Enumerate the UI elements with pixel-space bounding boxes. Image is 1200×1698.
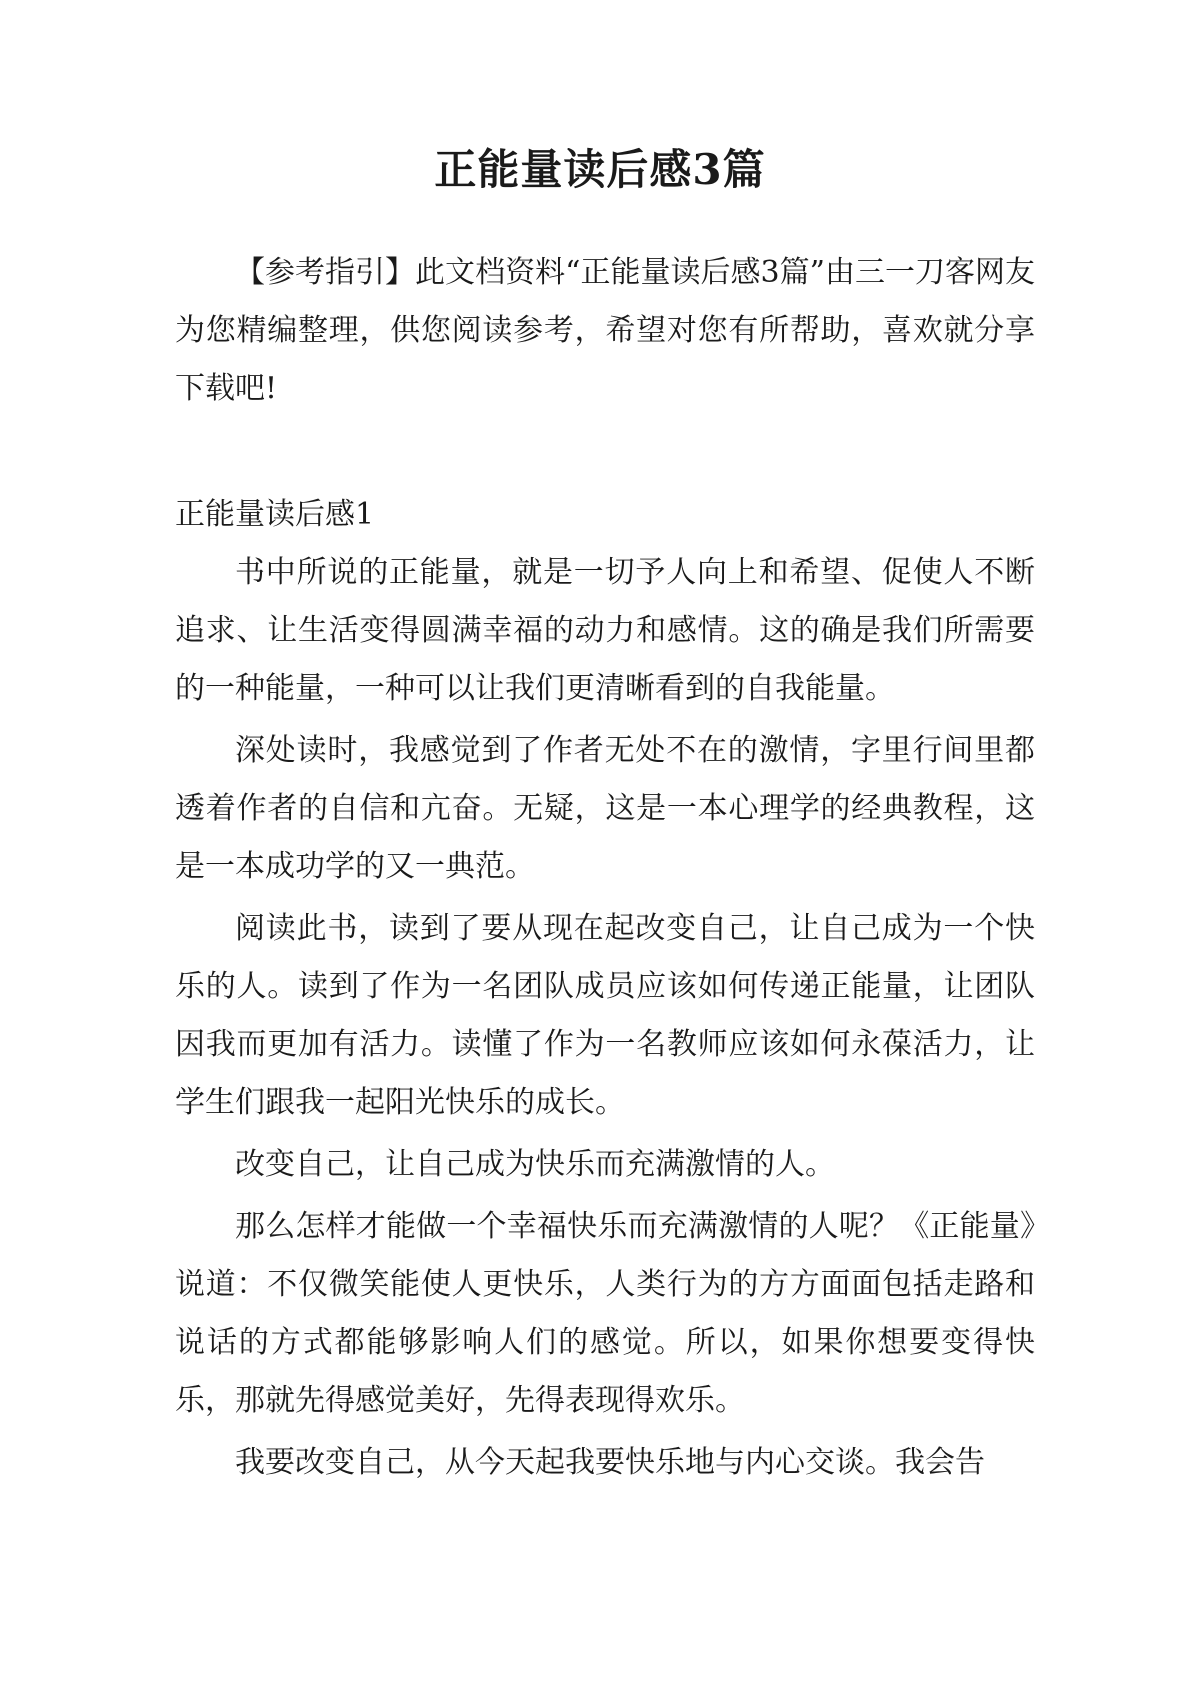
reference-note: 【参考指引】此文档资料“正能量读后感3篇”由三一刀客网友为您精编整理，供您阅读参考，希望对您有所帮助，喜欢就分享下载吧!: [175, 255, 1035, 406]
document-body: [175, 244, 1035, 1496]
paragraph: 改变自己，让自己成为快乐而充满激情的人。: [235, 1147, 835, 1182]
paragraph: 深处读时，我感觉到了作者无处不在的激情，字里行间里都透着作者的自信和亢奋。无疑，这是一本心理学的经典教程，这是一本成功学的又一典范。: [175, 733, 1035, 884]
section-heading: 正能量读后感1: [175, 497, 375, 532]
paragraph: 那么怎样才能做一个幸福快乐而充满激情的人呢？《正能量》说道：不仅微笑能使人更快乐，人类行为的方方面面包括走路和说话的方式都能够影响人们的感觉。所以，如果你想要变得快乐，那就先得感觉美好，先得表现得欢乐。: [175, 1209, 1035, 1418]
document-title: 正能量读后感3篇: [434, 145, 766, 195]
paragraph: 阅读此书，读到了要从现在起改变自己，让自己成为一个快乐的人。读到了作为一名团队成员应该如何传递正能量，让团队因我而更加有活力。读懂了作为一名教师应该如何永葆活力，让学生们跟我一起阳光快乐的成长。: [175, 911, 1035, 1120]
paragraph: 我要改变自己，从今天起我要快乐地与内心交谈。我会告: [235, 1445, 985, 1480]
paragraph: 书中所说的正能量，就是一切予人向上和希望、促使人不断追求、让生活变得圆满幸福的动力和感情。这的确是我们所需要的一种能量，一种可以让我们更清晰看到的自我能量。: [175, 555, 1035, 706]
